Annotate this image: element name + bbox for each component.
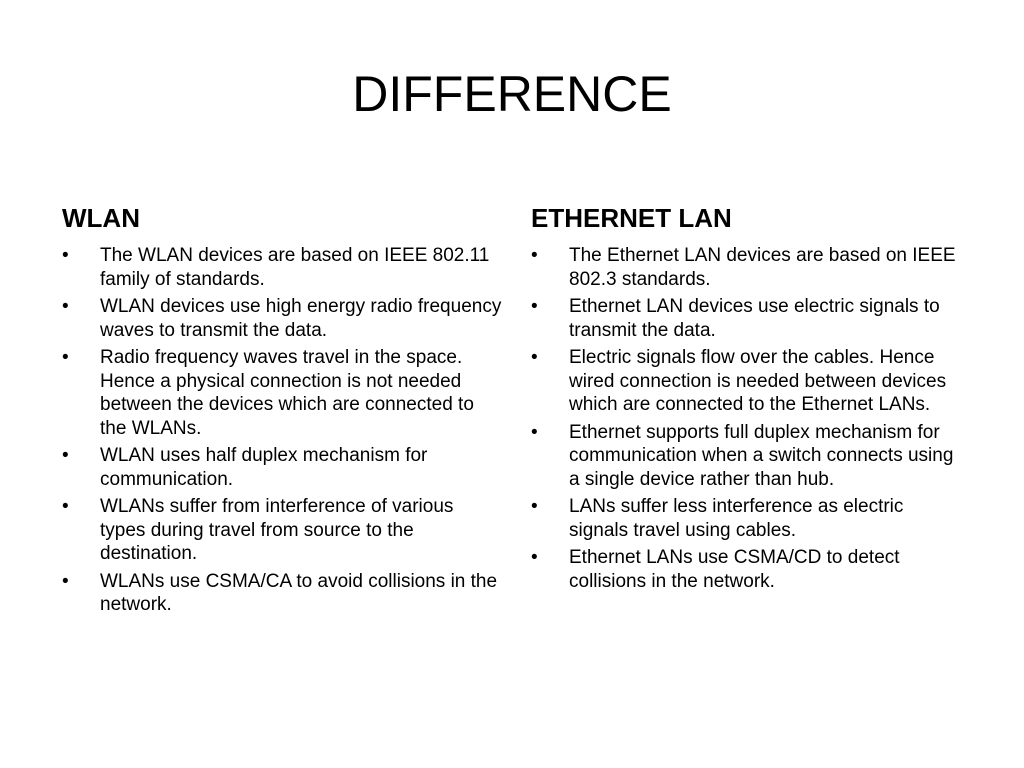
bullet-icon: • bbox=[62, 496, 69, 517]
wlan-bullet-item bbox=[62, 295, 502, 342]
bullet-icon: • bbox=[62, 347, 69, 368]
ethernet-lan-bullet-item bbox=[531, 546, 959, 593]
ethernet-lan-bullet-item bbox=[531, 421, 959, 492]
bullet-icon: • bbox=[62, 296, 69, 317]
bullet-icon: • bbox=[531, 347, 538, 368]
wlan-heading: WLAN bbox=[62, 203, 140, 233]
wlan-bullet-item bbox=[62, 444, 502, 491]
ethernet-lan-bullet-text: Ethernet LAN devices use electric signals to transmit the data. bbox=[569, 296, 940, 341]
ethernet-lan-bullet-text: Electric signals flow over the cables. Hence wired connection is needed between devices which are connected to the Ethernet LANs. bbox=[569, 347, 947, 415]
wlan-bullet-text: WLAN uses half duplex mechanism for communication. bbox=[100, 445, 428, 490]
ethernet-lan-heading: ETHERNET LAN bbox=[531, 203, 732, 233]
wlan-bullet-text: Radio frequency waves travel in the space. Hence a physical connection is not needed between the devices which are connected to the WLANs. bbox=[100, 347, 474, 439]
wlan-bullet-text: WLANs use CSMA/CA to avoid collisions in the network. bbox=[100, 570, 498, 615]
bullet-icon: • bbox=[531, 547, 538, 568]
ethernet-lan-bullet-item bbox=[531, 244, 959, 291]
wlan-bullet-item bbox=[62, 244, 502, 291]
ethernet-lan-bullet-text: Ethernet LANs use CSMA/CD to detect collisions in the network. bbox=[569, 547, 900, 592]
ethernet-lan-bullet-item bbox=[531, 495, 959, 542]
ethernet-lan-bullet-item bbox=[531, 295, 959, 342]
wlan-bullet-item bbox=[62, 495, 502, 566]
bullet-icon: • bbox=[531, 496, 538, 517]
wlan-column bbox=[62, 198, 502, 621]
bullet-icon: • bbox=[531, 421, 538, 443]
ethernet-lan-bullet-text: LANs suffer less interference as electric signals travel using cables. bbox=[569, 496, 904, 541]
bullet-icon: • bbox=[62, 245, 69, 266]
ethernet-lan-bullet-text: Ethernet supports full duplex mechanism for communication when a switch connects using a single device rather than hub. bbox=[569, 421, 954, 490]
wlan-bullet-list bbox=[62, 244, 502, 617]
bullet-icon: • bbox=[531, 245, 538, 266]
ethernet-lan-column bbox=[531, 198, 959, 597]
bullet-icon: • bbox=[62, 445, 69, 466]
ethernet-lan-bullet-item bbox=[531, 346, 959, 417]
wlan-bullet-text: The WLAN devices are based on IEEE 802.11 family of standards. bbox=[100, 245, 490, 290]
slide-title: DIFFERENCE bbox=[352, 66, 672, 122]
bullet-icon: • bbox=[531, 296, 538, 317]
wlan-bullet-item bbox=[62, 570, 502, 617]
ethernet-lan-bullet-text: The Ethernet LAN devices are based on IEEE 802.3 standards. bbox=[569, 245, 956, 290]
wlan-bullet-text: WLANs suffer from interference of various types during travel from source to the destination. bbox=[100, 496, 454, 564]
bullet-icon: • bbox=[62, 570, 69, 592]
ethernet-lan-bullet-list bbox=[531, 244, 959, 593]
wlan-bullet-text: WLAN devices use high energy radio frequency waves to transmit the data. bbox=[100, 296, 502, 341]
wlan-bullet-item bbox=[62, 346, 502, 440]
